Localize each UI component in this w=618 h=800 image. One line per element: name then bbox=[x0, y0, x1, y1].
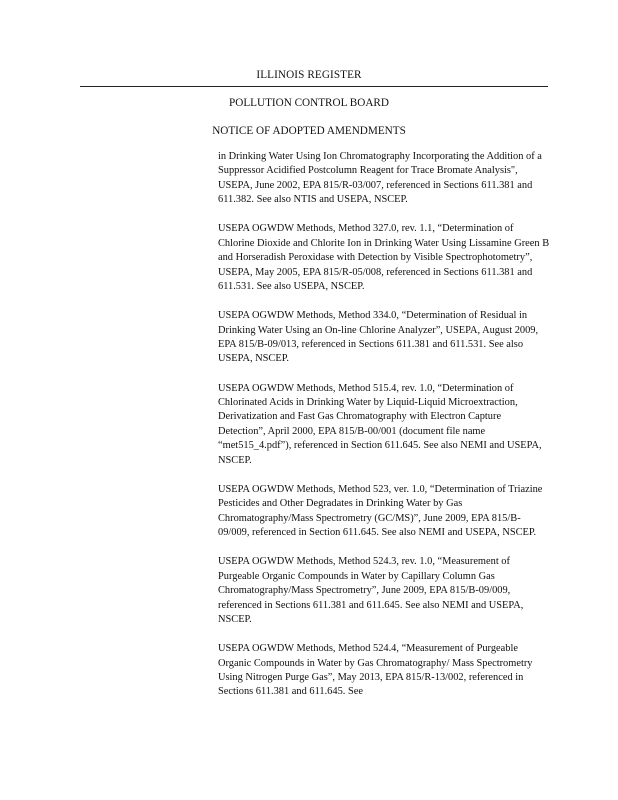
paragraph-method-524-3: USEPA OGWDW Methods, Method 524.3, rev. 1.0, “Measurement of Purgeable Organic Compounds in Water by Capillary Column Gas Chromatography/Mass Spectrometry”, June 2009, EPA 815/B-09/009, referenced in Sections 611.381 and 611.645. See also NEMI and USEPA, NSCEP. bbox=[218, 556, 524, 625]
body-text bbox=[218, 150, 550, 715]
paragraph-method-515-4: USEPA OGWDW Methods, Method 515.4, rev. 1.0, “Determination of Chlorinated Acids in Drinking Water by Liquid-Liquid Microextraction, Derivatization and Fast Gas Chromatography with Electron Capture Detection”, April 2000, EPA 815/B-00/001 (document file name “met515_4.pdf”), referenced in Section 611.645. See also NEMI and USEPA, NSCEP. bbox=[218, 382, 542, 466]
paragraph-method-524-4: USEPA OGWDW Methods, Method 524.4, “Measurement of Purgeable Organic Compounds in Water by Gas Chromatography/ Mass Spectrometry Using Nitrogen Purge Gas”, May 2013, EPA 815/R-13/002, referenced in Sections 611.381 and 611.645. See bbox=[218, 643, 533, 698]
paragraph-continued: in Drinking Water Using Ion Chromatography Incorporating the Addition of a Suppressor Acidified Postcolumn Reagent for Trace Bromate Analysis", USEPA, June 2002, EPA 815/R-03/007, referenced in Sections 611.381 and 611.382. See also NTIS and USEPA, NSCEP. bbox=[218, 151, 542, 206]
notice-title: NOTICE OF ADOPTED AMENDMENTS bbox=[212, 125, 406, 137]
paragraph-method-523: USEPA OGWDW Methods, Method 523, ver. 1.0, “Determination of Triazine Pesticides and Other Degradates in Drinking Water by Gas Chromatography/Mass Spectrometry (GC/MS)”, June 2009, EPA 815/B-09/009, referenced in Section 611.645. See also NEMI and USEPA, NSCEP. bbox=[218, 483, 543, 539]
header-rule bbox=[80, 86, 548, 87]
paragraph-method-334: USEPA OGWDW Methods, Method 334.0, “Determination of Residual in Drinking Water Using an On-line Chlorine Analyzer”, USEPA, August 2009, EPA 815/B-09/013, referenced in Sections 611.381 and 611.531. See also USEPA, NSCEP. bbox=[218, 310, 539, 365]
paragraph-method-327: USEPA OGWDW Methods, Method 327.0, rev. 1.1, “Determination of Chlorine Dioxide and Chlorite Ion in Drinking Water Using Lissamine Green B and Horseradish Peroxidase with Detection by Visible Spectrophotometry”, USEPA, May 2005, EPA 815/R-05/008, referenced in Sections 611.381 and 611.531. See also USEPA, NSCEP. bbox=[218, 223, 550, 293]
register-title: ILLINOIS REGISTER bbox=[256, 69, 362, 81]
board-title: POLLUTION CONTROL BOARD bbox=[229, 97, 389, 109]
